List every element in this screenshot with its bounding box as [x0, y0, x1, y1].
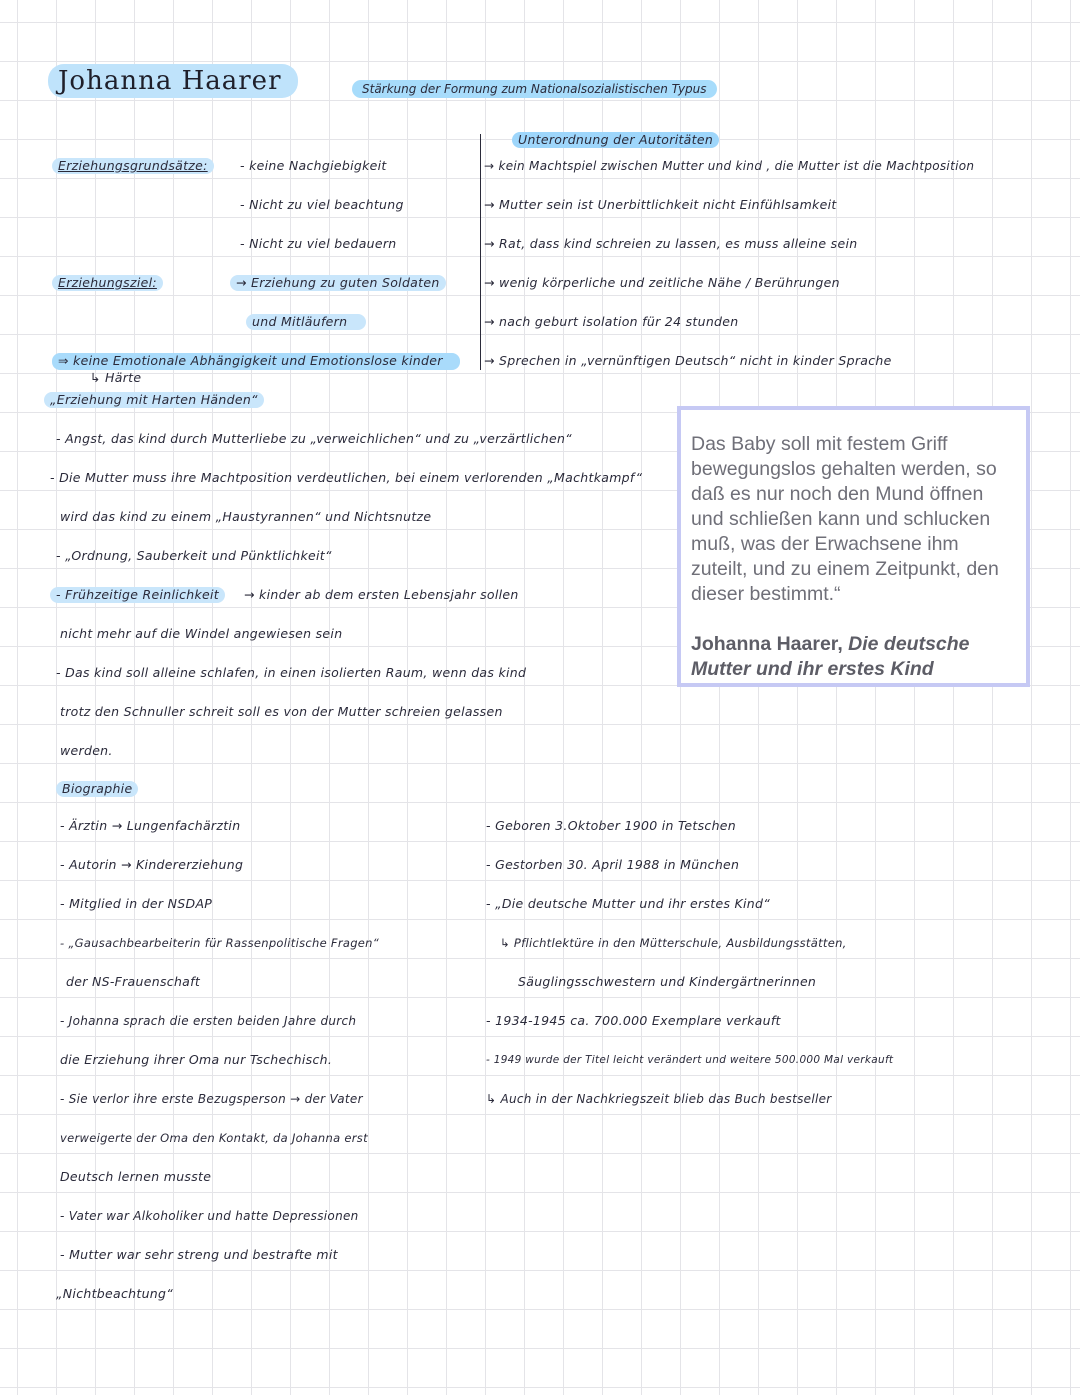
- bio-left-line: - Ärztin → Lungenfachärztin: [60, 818, 241, 833]
- quote-source: [691, 632, 1016, 682]
- body-line: → kinder ab dem ersten Lebensjahr sollen: [244, 587, 519, 602]
- ziel-line: und Mitläufern: [246, 314, 366, 330]
- bio-left-line: - Mitglied in der NSDAP: [60, 896, 213, 911]
- bio-left-line: der NS-Frauenschaft: [66, 974, 201, 989]
- bio-right-line: - 1949 wurde der Titel leicht verändert und weitere 500.000 Mal verkauft: [486, 1054, 894, 1066]
- bio-right-line: - Geboren 3.Oktober 1900 in Tetschen: [486, 818, 737, 833]
- fruehzeitig-highlight: - Frühzeitige Reinlichkeit: [50, 587, 225, 603]
- section-heading: „Erziehung mit Harten Händen“: [44, 392, 264, 408]
- right-header: Unterordnung der Autoritäten: [512, 132, 719, 148]
- grundsatz-item: - Nicht zu viel beachtung: [240, 197, 404, 212]
- body-line: werden.: [60, 743, 113, 758]
- body-line: - „Ordnung, Sauberkeit und Pünktlichkeit“: [56, 548, 332, 563]
- page-subtitle: Stärkung der Formung zum Nationalsozialistischen Typus: [352, 80, 717, 98]
- grundsatz-item: - Nicht zu viel bedauern: [240, 236, 397, 251]
- result-line: ⇒ keine Emotionale Abhängigkeit und Emotionslose kinder: [58, 353, 443, 368]
- bio-left-line: „Nichtbeachtung“: [56, 1286, 174, 1301]
- bio-left-line: - Autorin → Kindererziehung: [60, 857, 244, 872]
- body-line: - Die Mutter muss ihre Machtposition verdeutlichen, bei einem verlorenden „Machtkampf“: [50, 470, 643, 485]
- right-item: → nach geburt isolation für 24 stunden: [484, 314, 739, 329]
- bio-left-line: - Vater war Alkoholiker und hatte Depressionen: [60, 1209, 359, 1223]
- body-line: - Angst, das kind durch Mutterliebe zu „verweichlichen“ und zu „verzärtlichen“: [56, 431, 572, 446]
- quote-text: Das Baby soll mit festem Griff bewegungslos gehalten werden, so daß es nur noch den Mund öffnen und schließen kann und schlucken muß, was der Erwachsene ihm zuteilt, und zu einem Zeitpunkt, den dieser bestimmt.“: [691, 433, 999, 605]
- body-line: trotz den Schnuller schreit soll es von der Mutter schreien gelassen: [60, 704, 503, 719]
- quote-author: Johanna Haarer,: [691, 633, 843, 655]
- page-title: Johanna Haarer: [48, 64, 298, 98]
- bio-right-line: ↳ Auch in der Nachkriegszeit blieb das Buch bestseller: [486, 1092, 832, 1106]
- bio-left-line: - Mutter war sehr streng und bestrafte mit: [60, 1247, 338, 1262]
- quote-book: Die deutsche Mutter und ihr erstes Kind: [691, 633, 970, 680]
- label-erziehungsgrundsaetze: Erziehungsgrundsätze:: [52, 158, 214, 174]
- bio-left-line: - Sie verlor ihre erste Bezugsperson → der Vater: [60, 1092, 363, 1106]
- body-line: - Das kind soll alleine schlafen, in einen isolierten Raum, wenn das kind: [56, 665, 527, 680]
- right-item: → Rat, dass kind schreien zu lassen, es muss alleine sein: [484, 236, 858, 251]
- grundsatz-item: - keine Nachgiebigkeit: [240, 158, 387, 173]
- bio-right-line: - Gestorben 30. April 1988 in München: [486, 857, 740, 872]
- bio-right-line: - 1934-1945 ca. 700.000 Exemplare verkauft: [486, 1013, 781, 1028]
- bio-left-line: die Erziehung ihrer Oma nur Tschechisch.: [60, 1052, 333, 1067]
- right-item: → Sprechen in „vernünftigen Deutsch“ nicht in kinder Sprache: [484, 353, 892, 368]
- result-line: ↳ Härte: [90, 370, 142, 385]
- bio-right-line: Säuglingsschwestern und Kindergärtnerinnen: [518, 974, 817, 989]
- biography-heading: Biographie: [56, 781, 138, 797]
- right-item: → Mutter sein ist Unerbittlichkeit nicht Einfühlsamkeit: [484, 197, 837, 212]
- right-item: → kein Machtspiel zwischen Mutter und kind , die Mutter ist die Machtposition: [484, 159, 975, 173]
- bio-left-line: Deutsch lernen musste: [60, 1169, 212, 1184]
- body-line: wird das kind zu einem „Haustyrannen“ und Nichtsnutze: [60, 509, 432, 524]
- quote-box: [677, 406, 1030, 687]
- bio-left-line: - „Gausachbearbeiterin für Rassenpolitische Fragen“: [60, 936, 380, 950]
- right-item: → wenig körperliche und zeitliche Nähe / Berührungen: [484, 275, 840, 290]
- bio-right-line: ↳ Pflichtlektüre in den Mütterschule, Ausbildungsstätten,: [500, 936, 847, 950]
- bio-left-line: verweigerte der Oma den Kontakt, da Johanna erst: [60, 1131, 368, 1145]
- ziel-line: → Erziehung zu guten Soldaten: [230, 275, 446, 291]
- bio-right-line: - „Die deutsche Mutter und ihr erstes Kind“: [486, 896, 771, 911]
- label-erziehungsziel: Erziehungsziel:: [52, 275, 163, 291]
- column-divider: [480, 134, 481, 370]
- bio-left-line: - Johanna sprach die ersten beiden Jahre durch: [60, 1014, 357, 1028]
- body-line: nicht mehr auf die Windel angewiesen sein: [60, 626, 343, 641]
